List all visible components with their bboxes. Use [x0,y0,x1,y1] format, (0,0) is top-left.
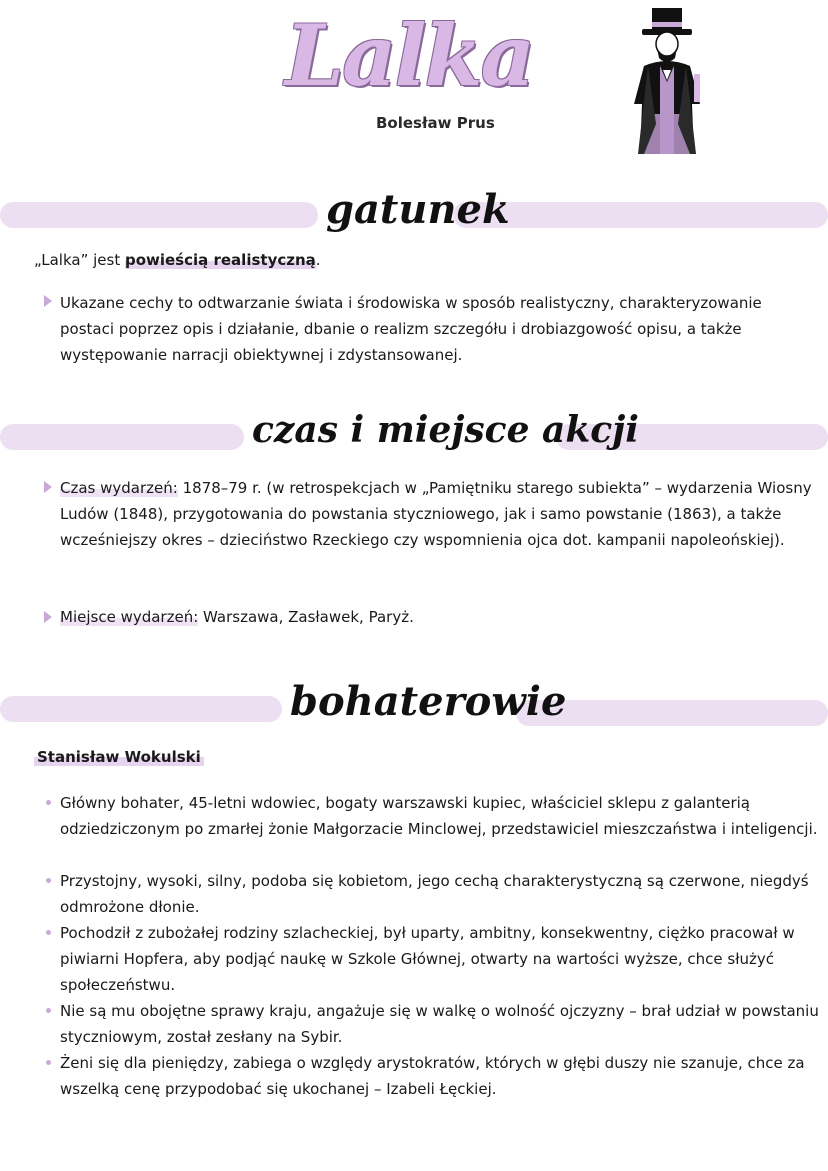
section-divider-left [0,696,282,722]
genre-intro-suffix: . [315,251,321,269]
character-point: Pochodził z zubożałej rodziny szlacheckiej, był uparty, ambitny, konsekwentny, ciężko pracował w piwiarni Hopfera, aby podjąć naukę w Szkole Głównej, otwarty na wartości wyższe, chce służyć społeczeństwu. [60,924,795,994]
bullet-dot-icon [46,878,51,883]
section-divider-left [0,202,318,228]
top-hat-gentleman-icon [630,4,712,162]
section-title-characters: bohaterowie [290,678,567,725]
chevron-right-icon [44,481,52,493]
place-label: Miejsce wydarzeń: [60,608,199,626]
section-divider-left [0,424,244,450]
bullet-dot-icon [46,1060,51,1065]
character-point: Żeni się dla pieniędzy, zabiega o względy arystokratów, których w głębi duszy nie szanuje, chce za wszelką cenę przypodobać się ukochanej – Izabeli Łęckiej. [60,1054,805,1098]
genre-highlight: powieścią realistyczną [124,251,316,269]
character-point: Przystojny, wysoki, silny, podoba się kobietom, jego cechą charakterystyczną są czerwone, niegdyś odmrożone dłonie. [60,872,809,916]
section-title-time-place: czas i miejsce akcji [252,409,639,451]
place-point [60,604,820,630]
bullet-dot-icon [46,930,51,935]
time-text: 1878–79 r. (w retrospekcjach w „Pamiętniku starego subiekta” – wydarzenia Wiosny Ludów (1848), przygotowania do powstania styczniowego, jak i samo powstanie (1863), a także wcześniejszy okres – dzieciństwo Rzeckiego czy wspomnienia ojca dot. kampanii napoleońskiej). [60,479,812,549]
document-title: Lalka [285,6,534,105]
character-point: Główny bohater, 45-letni wdowiec, bogaty warszawski kupiec, właściciel sklepu z galanterią odziedziczonym po zmarłej żonie Małgorzacie Minclowej, przedstawiciel mieszczaństwa i inteligencji. [60,794,818,838]
time-point [60,475,820,553]
place-text: Warszawa, Zasławek, Paryż. [198,608,414,626]
genre-intro-prefix: „Lalka” jest [34,251,125,269]
chevron-right-icon [44,295,52,307]
chevron-right-icon [44,611,52,623]
genre-point: Ukazane cechy to odtwarzanie świata i środowiska w sposób realistyczny, charakteryzowanie postaci poprzez opis i działanie, dbanie o realizm szczegółu i drobiazgowość opisu, a także występowanie narracji obiektywnej i zdystansowanej. [60,294,762,364]
character-name: Stanisław Wokulski [34,748,204,766]
time-label: Czas wydarzeń: [60,479,178,497]
genre-intro [34,247,814,273]
character-point: Nie są mu obojętne sprawy kraju, angażuje się w walkę o wolność ojczyzny – brał udział w powstaniu styczniowym, został zesłany na Sybir. [60,1002,819,1046]
section-title-genre: gatunek [326,186,510,233]
bullet-dot-icon [46,800,51,805]
bullet-dot-icon [46,1008,51,1013]
author-name: Bolesław Prus [376,114,495,132]
